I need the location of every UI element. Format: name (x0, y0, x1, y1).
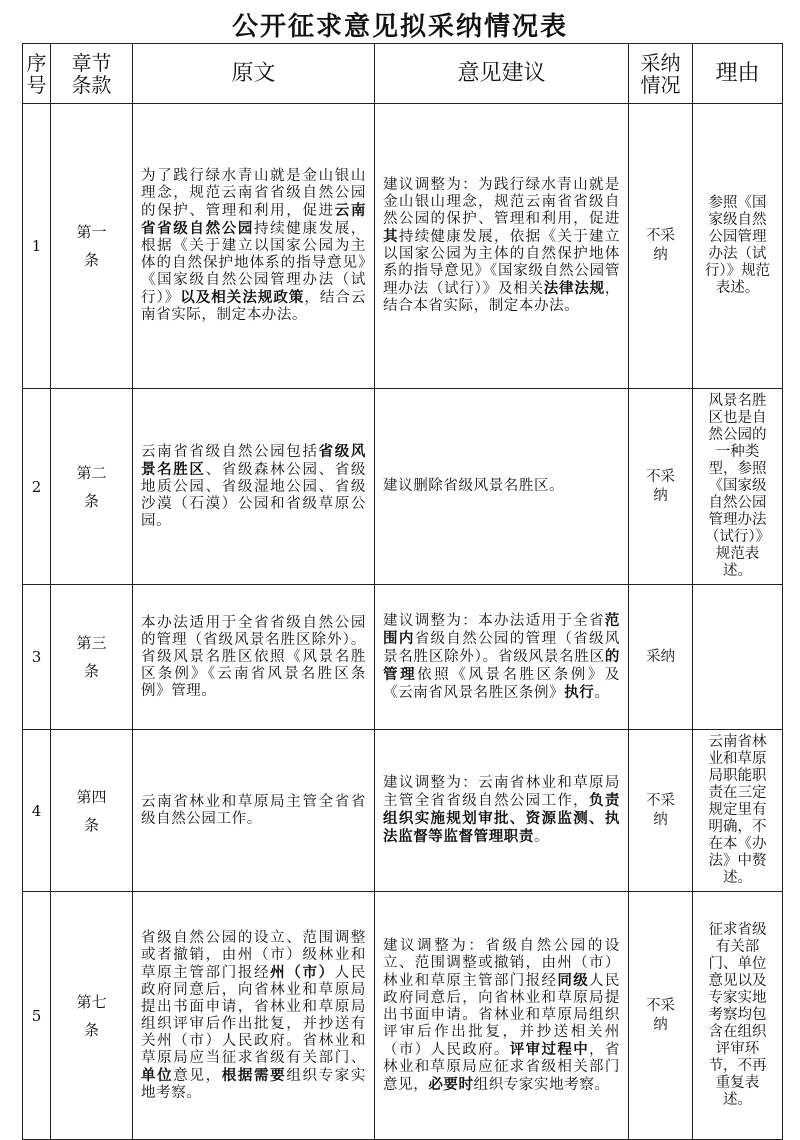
text-run: ，省林业和草原局应征求省级相关部门意见， (383, 1041, 620, 1093)
row-suggestion (375, 389, 629, 585)
row-suggestion (375, 104, 629, 389)
bold-text: 单位 (141, 1066, 174, 1084)
text-run: 。 (534, 829, 550, 845)
bold-text: 其 (383, 228, 399, 245)
text-run: 人民政府同意后，向省林业和草原局提出书面申请。省林业和草原局组织评审后作出批复，并抄送相关州（市）人民政府。 (383, 972, 620, 1058)
row-original (133, 389, 375, 585)
text-run: ，结合云南省实际，制定本办法。 (141, 290, 366, 323)
bold-text: 根据需要 (221, 1066, 287, 1084)
row-chapter: 第三 条 (51, 585, 133, 730)
row-original (133, 892, 375, 1140)
row-chapter: 第七 条 (51, 892, 133, 1140)
header-original: 原文 (133, 44, 375, 104)
row-chapter: 第一 条 (51, 104, 133, 389)
row-original (133, 585, 375, 730)
header-seq: 序 号 (23, 44, 51, 104)
row-status: 不采 纳 (629, 104, 693, 389)
row-seq: 3 (23, 585, 51, 730)
row-reason: 参照《国家级自然公园管理办法（试行）》规范表述。 (693, 104, 783, 389)
text-run: 建议调整为：本办法适用于全省 (383, 613, 605, 629)
bold-text: 法律法规 (543, 280, 605, 297)
row-reason: 风景名胜区也是自然公园的一种类型，参照《国家级自然公园管理办法（试行）》规范表述。 (693, 389, 783, 585)
text-run: 建议调整为：为践行绿水青山就是金山银山理念，规范云南省省级自然公园的保护、管理和利用，促进 (383, 177, 620, 227)
text-run: 云南省林业和草原局主管全省省级自然公园工作。 (141, 793, 366, 827)
row-reason: 征求省级有关部门、单位意见以及专家实地考察均包含在组织评审环节，不再重复表述。 (693, 892, 783, 1140)
row-seq: 5 (23, 892, 51, 1140)
header-suggestion: 意见建议 (375, 44, 629, 104)
table-row (23, 585, 783, 730)
text-run: 人民政府同意后，向省林业和草原局提出书面申请，省林业和草原局组织评审后作出批复，并抄送有关州（市）人民政府。省林业和草原局应当征求省级有关部门、 (141, 964, 366, 1066)
row-suggestion (375, 730, 629, 892)
text-run: ，结合本省实际，制定本办法。 (383, 281, 620, 314)
text-run: 组织专家实地考察。 (141, 1067, 366, 1101)
row-chapter: 第二 条 (51, 389, 133, 585)
row-seq: 1 (23, 104, 51, 389)
table-row (23, 730, 783, 892)
header-adoption: 采纳 情况 (629, 44, 693, 104)
row-suggestion (375, 585, 629, 730)
bold-text: 的管理 (383, 648, 620, 683)
row-original (133, 104, 375, 389)
row-reason: 云南省林业和草原局职能职责在三定规定里有明确，不在本《办法》中赘述。 (693, 730, 783, 892)
page-title: 公开征求意见拟采纳情况表 (231, 12, 568, 42)
text-run: 意见， (173, 1067, 222, 1084)
bold-text: 以及相关法规政策 (180, 289, 305, 306)
bold-text: 评审过程中 (509, 1040, 590, 1058)
bold-text: 范围内 (383, 612, 620, 647)
table-row (23, 389, 783, 585)
text-run: 省级自然公园的设立、范围调整或者撤销，由州（市）级林业和草原主管部门报经 (141, 929, 366, 981)
bold-text: 同级 (557, 971, 590, 989)
row-status: 不采 纳 (629, 730, 693, 892)
row-suggestion (375, 892, 629, 1140)
header-chapter: 章节 条款 (51, 44, 133, 104)
text-run: 持续健康发展，依据《关于建立以国家公园为主体的自然保护地体系的指导意见》《国家级自然公园管理办法（试行）》及相关 (383, 229, 620, 297)
text-run: 、省级森林公园、省级地质公园、省级湿地公园、省级沙漠（石漠）公园和省级草原公园。 (141, 462, 367, 529)
text-run: 云南省省级自然公园包括 (141, 444, 319, 460)
text-run: 为了践行绿水青山就是金山银山理念，规范云南省省级自然公园的保护、管理和利用，促进 (141, 168, 366, 219)
bold-text: 必要时 (428, 1075, 474, 1093)
text-run: 建议调整为：云南省林业和草原局主管全省省级自然公园工作， (383, 775, 620, 809)
text-run: 组织专家实地考察。 (473, 1076, 610, 1093)
bold-text: 州（市） (270, 963, 335, 981)
row-seq: 4 (23, 730, 51, 892)
text-run: 持续健康发展，根据《关于建立以国家公园为主体的自然保护地体系的指导意见》《国家级自然公园管理办法（试行）》 (141, 221, 367, 306)
row-status: 不采 纳 (629, 389, 693, 585)
text-run: 。 (594, 685, 610, 701)
header-reason: 理由 (693, 44, 783, 104)
bold-text: 执行 (564, 684, 595, 701)
bold-text: 省级风景名胜区 (141, 443, 366, 478)
text-run: 本办法适用于全省省级自然公园的管理（省级风景名胜区除外）。省级风景名胜区依照《风景名胜区条例》《云南省风景名胜区条例》管理。 (141, 614, 366, 699)
table-row (23, 104, 783, 389)
text-run: 依照《风景名胜区条例》及《云南省风景名胜区条例》 (383, 667, 620, 701)
text-run: 省级自然公园的管理（省级风景名胜区除外）。省级风景名胜区 (383, 631, 620, 665)
row-original (133, 730, 375, 892)
text-run: 建议删除省级风景名胜区。 (383, 478, 565, 494)
text-run: 建议调整为：省级自然公园的设立、范围调整或撤销，由州（市）林业和草原主管部门报经 (383, 937, 620, 989)
bold-text: 负责组织实施规划审批、资源监测、执法监督等监督管理职责 (383, 792, 620, 845)
opinion-table (22, 43, 783, 1140)
table-row (23, 892, 783, 1140)
row-status: 采纳 (629, 585, 693, 730)
header-row (23, 44, 783, 104)
row-status: 不采 纳 (629, 892, 693, 1140)
bold-text: 云南省省级自然公园 (141, 202, 366, 237)
row-reason (693, 585, 783, 730)
row-chapter: 第四 条 (51, 730, 133, 892)
row-seq: 2 (23, 389, 51, 585)
